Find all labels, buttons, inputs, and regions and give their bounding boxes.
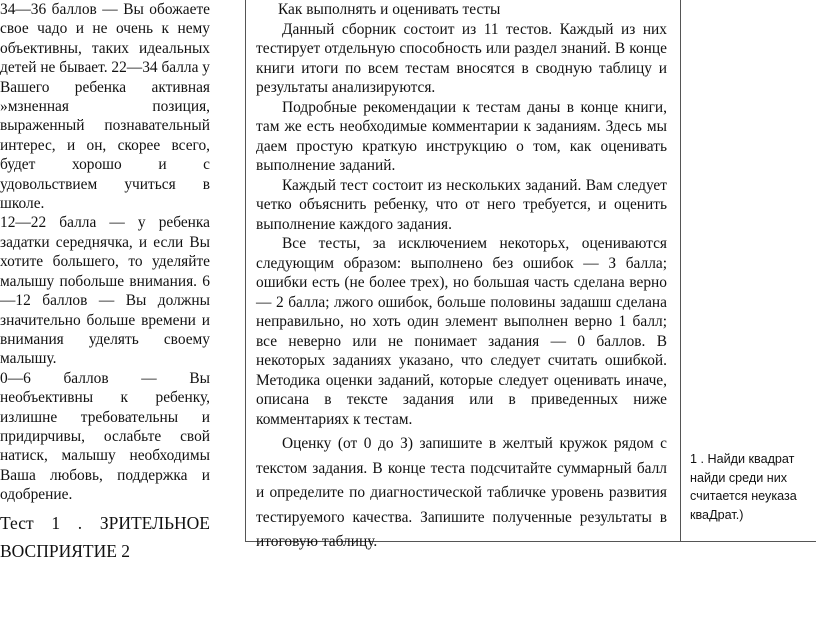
task-line-2: найди среди них — [690, 470, 788, 485]
instructions-content — [256, 0, 667, 555]
score-paragraph-2: 12—22 балла — у ребенка задатки середнячка, и если Вы хотите большего, то уделяйте малышу побольше внимания. 6—12 баллов — Вы должны значительно больше времени и внимания уделять своему малышу. — [0, 214, 210, 368]
instructions-paragraph-3: Каждый тест состоит из нескольких заданий. Вам следует четко объяснить ребенку, что от него требуется, и оценить выполнение каждого задания. — [256, 176, 667, 233]
task-line-4: кваДрат.) — [690, 507, 744, 522]
instructions-paragraph-1: Данный сборник состоит из 11 тестов. Каждый из них тестирует отдельную способность или раздел знаний. В конце книги итоги по всем тестам вносятся в сводную таблицу и результаты анализируются. — [256, 20, 667, 96]
instructions-paragraph-5: Оценку (от 0 до З) запишите в желтый кружок рядом с текстом задания. В конце теста подсчитайте суммарный балл и определите по диагностической табличке уровень развития тестируемого качества. Запишите полученные результаты в итоговую таблицу. — [256, 435, 667, 551]
score-paragraph-1: 34—36 баллов — Вы обожаете свое чадо и не очень к нему объективны, таких идеальных детей не бывает. 22—34 балла у Вашего ребенка активная »мзненная позиция, выраженный познавательный интерес, и он, скорее всего, будет хорошо и с удовольствием учиться в школе. — [0, 1, 210, 213]
task-line-3: считается неуказа — [690, 489, 797, 503]
instructions-title: Как выполнять и оценивать тесты — [278, 1, 501, 18]
instructions-paragraph-2: Подробные рекомендации к тестам даны в конце книги, там же есть необходимые комментарии к заданиям. Здесь мы даем простую краткую инструкцию о том, как оценивать выполнение заданий. — [256, 98, 667, 174]
test-heading: Тест 1 . ЗРИТЕЛЬНОЕ ВОСПРИЯТИЕ 2 — [0, 512, 210, 561]
score-paragraph-3: 0—6 баллов — Вы необъективны к ребенку, излишне требовательны и придирчивы, ослабьте свой натиск, малышу необходимы Ваша любовь, поддержка и одобрение. — [0, 369, 210, 504]
left-column — [0, 0, 210, 565]
instructions-paragraph-4: Все тесты, за исключением некоторьх, оцениваются следующим образом: выполнено без ошибок — З балла; ошибки есть (не более трех), но большая часть сделана верно — 2 балла; лжого ошибок, больше половины задашш сделана неправильно, но хоть один элемент выполнен верно 1 балл; все неверно или не понимает задания — 0 баллов. В некоторых заданиях указано, что следует считать ошибкой. Методика оценки заданий, которые следует оценивать иначе, описана в тексте задания или в приведенных ниже комментариях к тестам. — [256, 235, 667, 428]
task-text — [690, 450, 816, 524]
task-line-1: 1 . Найди квадрат — [690, 452, 795, 466]
